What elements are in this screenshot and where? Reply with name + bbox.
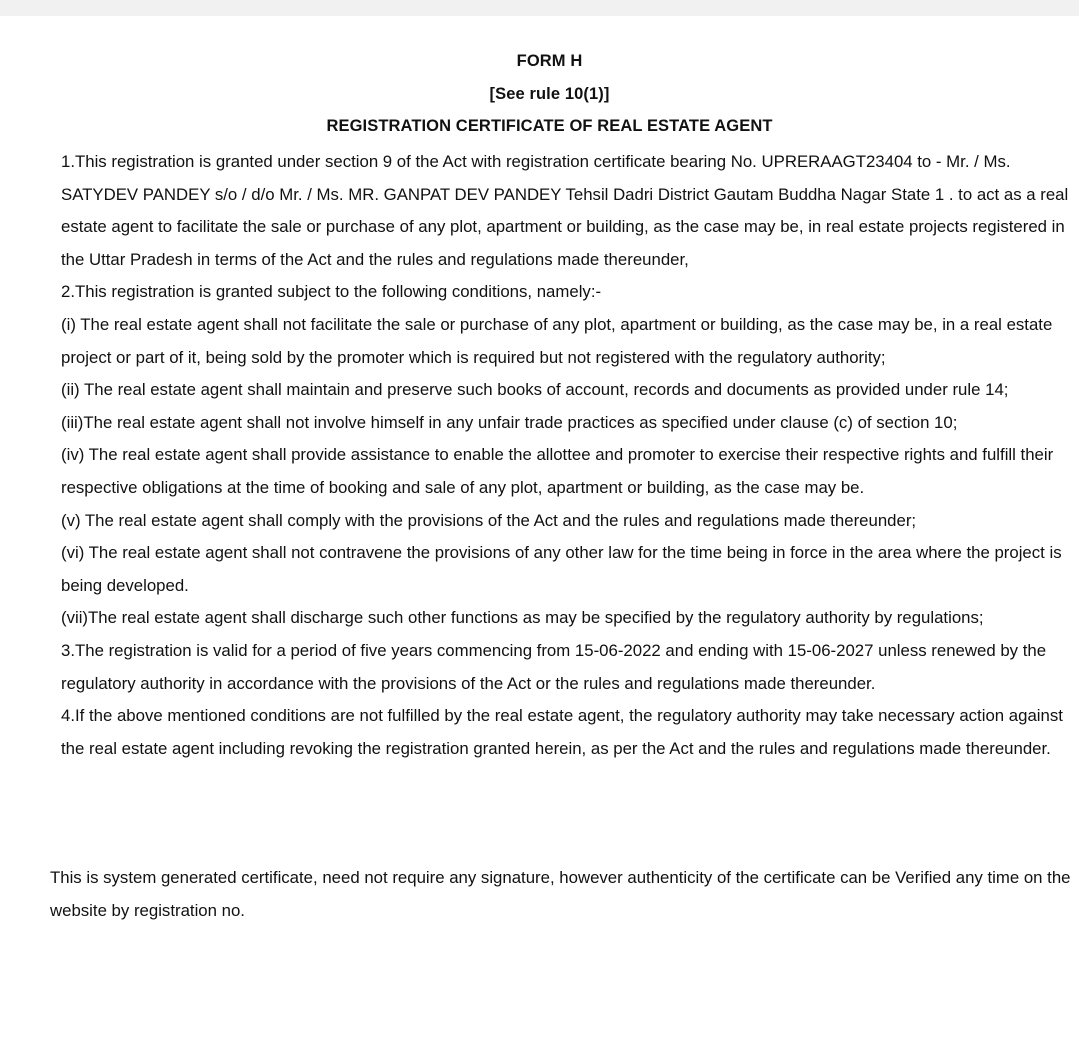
footer-note-text: This is system generated certificate, need not require any signature, however authenticity of the certificate can be Verified any time on the website by registration no. [50,868,1071,920]
system-generated-note [50,862,1072,927]
top-strip [0,0,1079,16]
rule-reference: [See rule 10(1)] [489,85,610,103]
condition-ii: (ii) The real estate agent shall maintain and preserve such books of account, records and documents as provided under rule 14; [61,380,1009,400]
clause-1-registration-grant: 1.This registration is granted under section 9 of the Act with registration certificate bearing No. UPRERAAGT23404 to - Mr. / Ms. SATYDEV PANDEY s/o / d/o Mr. / Ms. MR. GANPAT DEV PANDEY Tehsil Dadri District Gautam Buddha Nagar State 1 . to act as a real estate agent to facilitate the sale or purchase of any plot, apartment or building, as the case may be, in real estate projects registered in the Uttar Pradesh in terms of the Act and the rules and regulations made thereunder, [61,152,1069,269]
clause-3-validity: 3.The registration is valid for a period of five years commencing from 15-06-2022 and ending with 15-06-2027 unless renewed by the regulatory authority in accordance with the provisions of the Act or the rules and regulations made thereunder. [61,640,1047,693]
condition-iii: (iii)The real estate agent shall not involve himself in any unfair trade practices as specified under clause (c) of section 10; [61,412,958,432]
clause-2-conditions-intro: 2.This registration is granted subject to the following conditions, namely:- [61,282,602,302]
certificate-title: REGISTRATION CERTIFICATE OF REAL ESTATE AGENT [326,117,773,135]
clause-4-revocation: 4.If the above mentioned conditions are not fulfilled by the real estate agent, the regulatory authority may take necessary action against the real estate agent including revoking the registration granted herein, as per the Act and the rules and regulations made thereunder. [61,706,1063,758]
condition-vi: (vi) The real estate agent shall not contravene the provisions of any other law for the time being in force in the area where the project is being developed. [61,543,1062,595]
condition-i: (i) The real estate agent shall not facilitate the sale or purchase of any plot, apartment or building, as the case may be, in a real estate project or part of it, being sold by the promoter which is required but not registered with the regulatory authority; [61,314,1053,367]
certificate-body [61,146,1071,765]
condition-iv: (iv) The real estate agent shall provide assistance to enable the allottee and promoter to exercise their respective rights and fulfill their respective obligations at the time of booking and sale of any plot, apartment or building, as the case may be. [61,445,1054,497]
condition-vii: (vii)The real estate agent shall discharge such other functions as may be specified by the regulatory authority by regulations; [61,608,984,628]
condition-v: (v) The real estate agent shall comply with the provisions of the Act and the rules and regulations made thereunder; [61,510,917,530]
form-heading: FORM H [516,52,583,70]
